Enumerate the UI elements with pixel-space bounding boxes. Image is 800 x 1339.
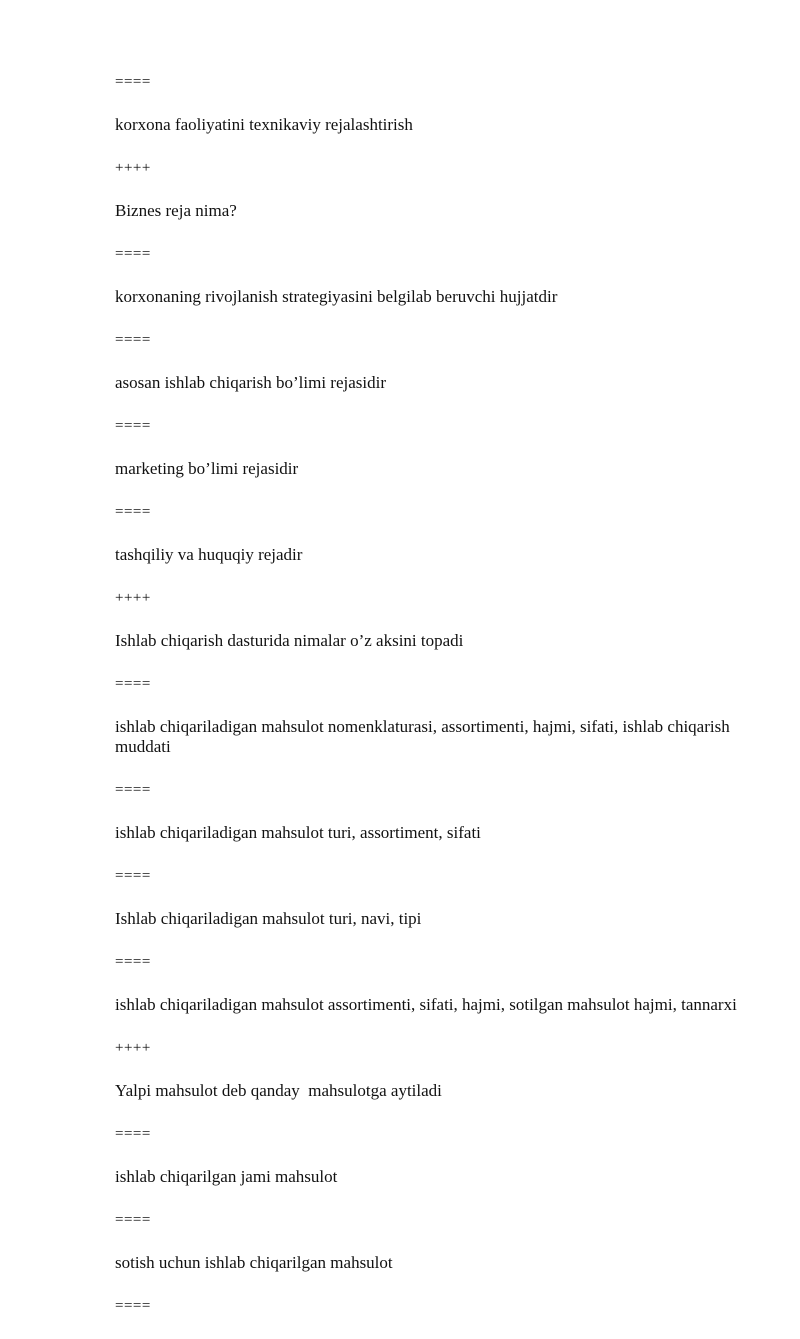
- answer-option: ishlab chiqarilgan jami mahsulot: [115, 1167, 338, 1186]
- answer-separator: ====: [115, 1212, 151, 1228]
- answer-separator: ====: [115, 1298, 151, 1314]
- answer-option: ishlab chiqariladigan mahsulot nomenklaturasi, assortimenti, hajmi, sifati, ishlab chiqarish muddati: [115, 717, 734, 756]
- answer-option: tashqiliy va huquqiy rejadir: [115, 545, 303, 564]
- answer-option: korxona faoliyatini texnikaviy rejalashtirish: [115, 115, 413, 134]
- answer-separator: ====: [115, 676, 151, 692]
- answer-separator: ====: [115, 1126, 151, 1142]
- answer-separator: ====: [115, 332, 151, 348]
- answer-separator: ====: [115, 868, 151, 884]
- answer-separator: ====: [115, 504, 151, 520]
- answer-option: korxonaning rivojlanish strategiyasini belgilab beruvchi hujjatdir: [115, 287, 558, 306]
- question-separator: ++++: [115, 590, 151, 606]
- answer-option: marketing bo’limi rejasidir: [115, 459, 299, 478]
- question-text: Biznes reja nima?: [115, 201, 237, 220]
- answer-option: Ishlab chiqariladigan mahsulot turi, navi, tipi: [115, 909, 422, 928]
- question-separator: ++++: [115, 1040, 151, 1056]
- answer-option: sotish uchun ishlab chiqarilgan mahsulot: [115, 1253, 393, 1272]
- answer-separator: ====: [115, 74, 151, 90]
- answer-separator: ====: [115, 246, 151, 262]
- answer-separator: ====: [115, 782, 151, 798]
- answer-option: asosan ishlab chiqarish bo’limi rejasidir: [115, 373, 386, 392]
- question-separator: ++++: [115, 160, 151, 176]
- answer-separator: ====: [115, 418, 151, 434]
- question-text: Ishlab chiqarish dasturida nimalar o’z aksini topadi: [115, 631, 464, 650]
- answer-separator: ====: [115, 954, 151, 970]
- question-text: Yalpi mahsulot deb qanday mahsulotga aytiladi: [115, 1081, 442, 1100]
- document-page: [115, 72, 745, 1339]
- answer-option: ishlab chiqariladigan mahsulot turi, assortiment, sifati: [115, 823, 481, 842]
- answer-option: ishlab chiqariladigan mahsulot assortimenti, sifati, hajmi, sotilgan mahsulot hajmi, tannarxi: [115, 995, 737, 1014]
